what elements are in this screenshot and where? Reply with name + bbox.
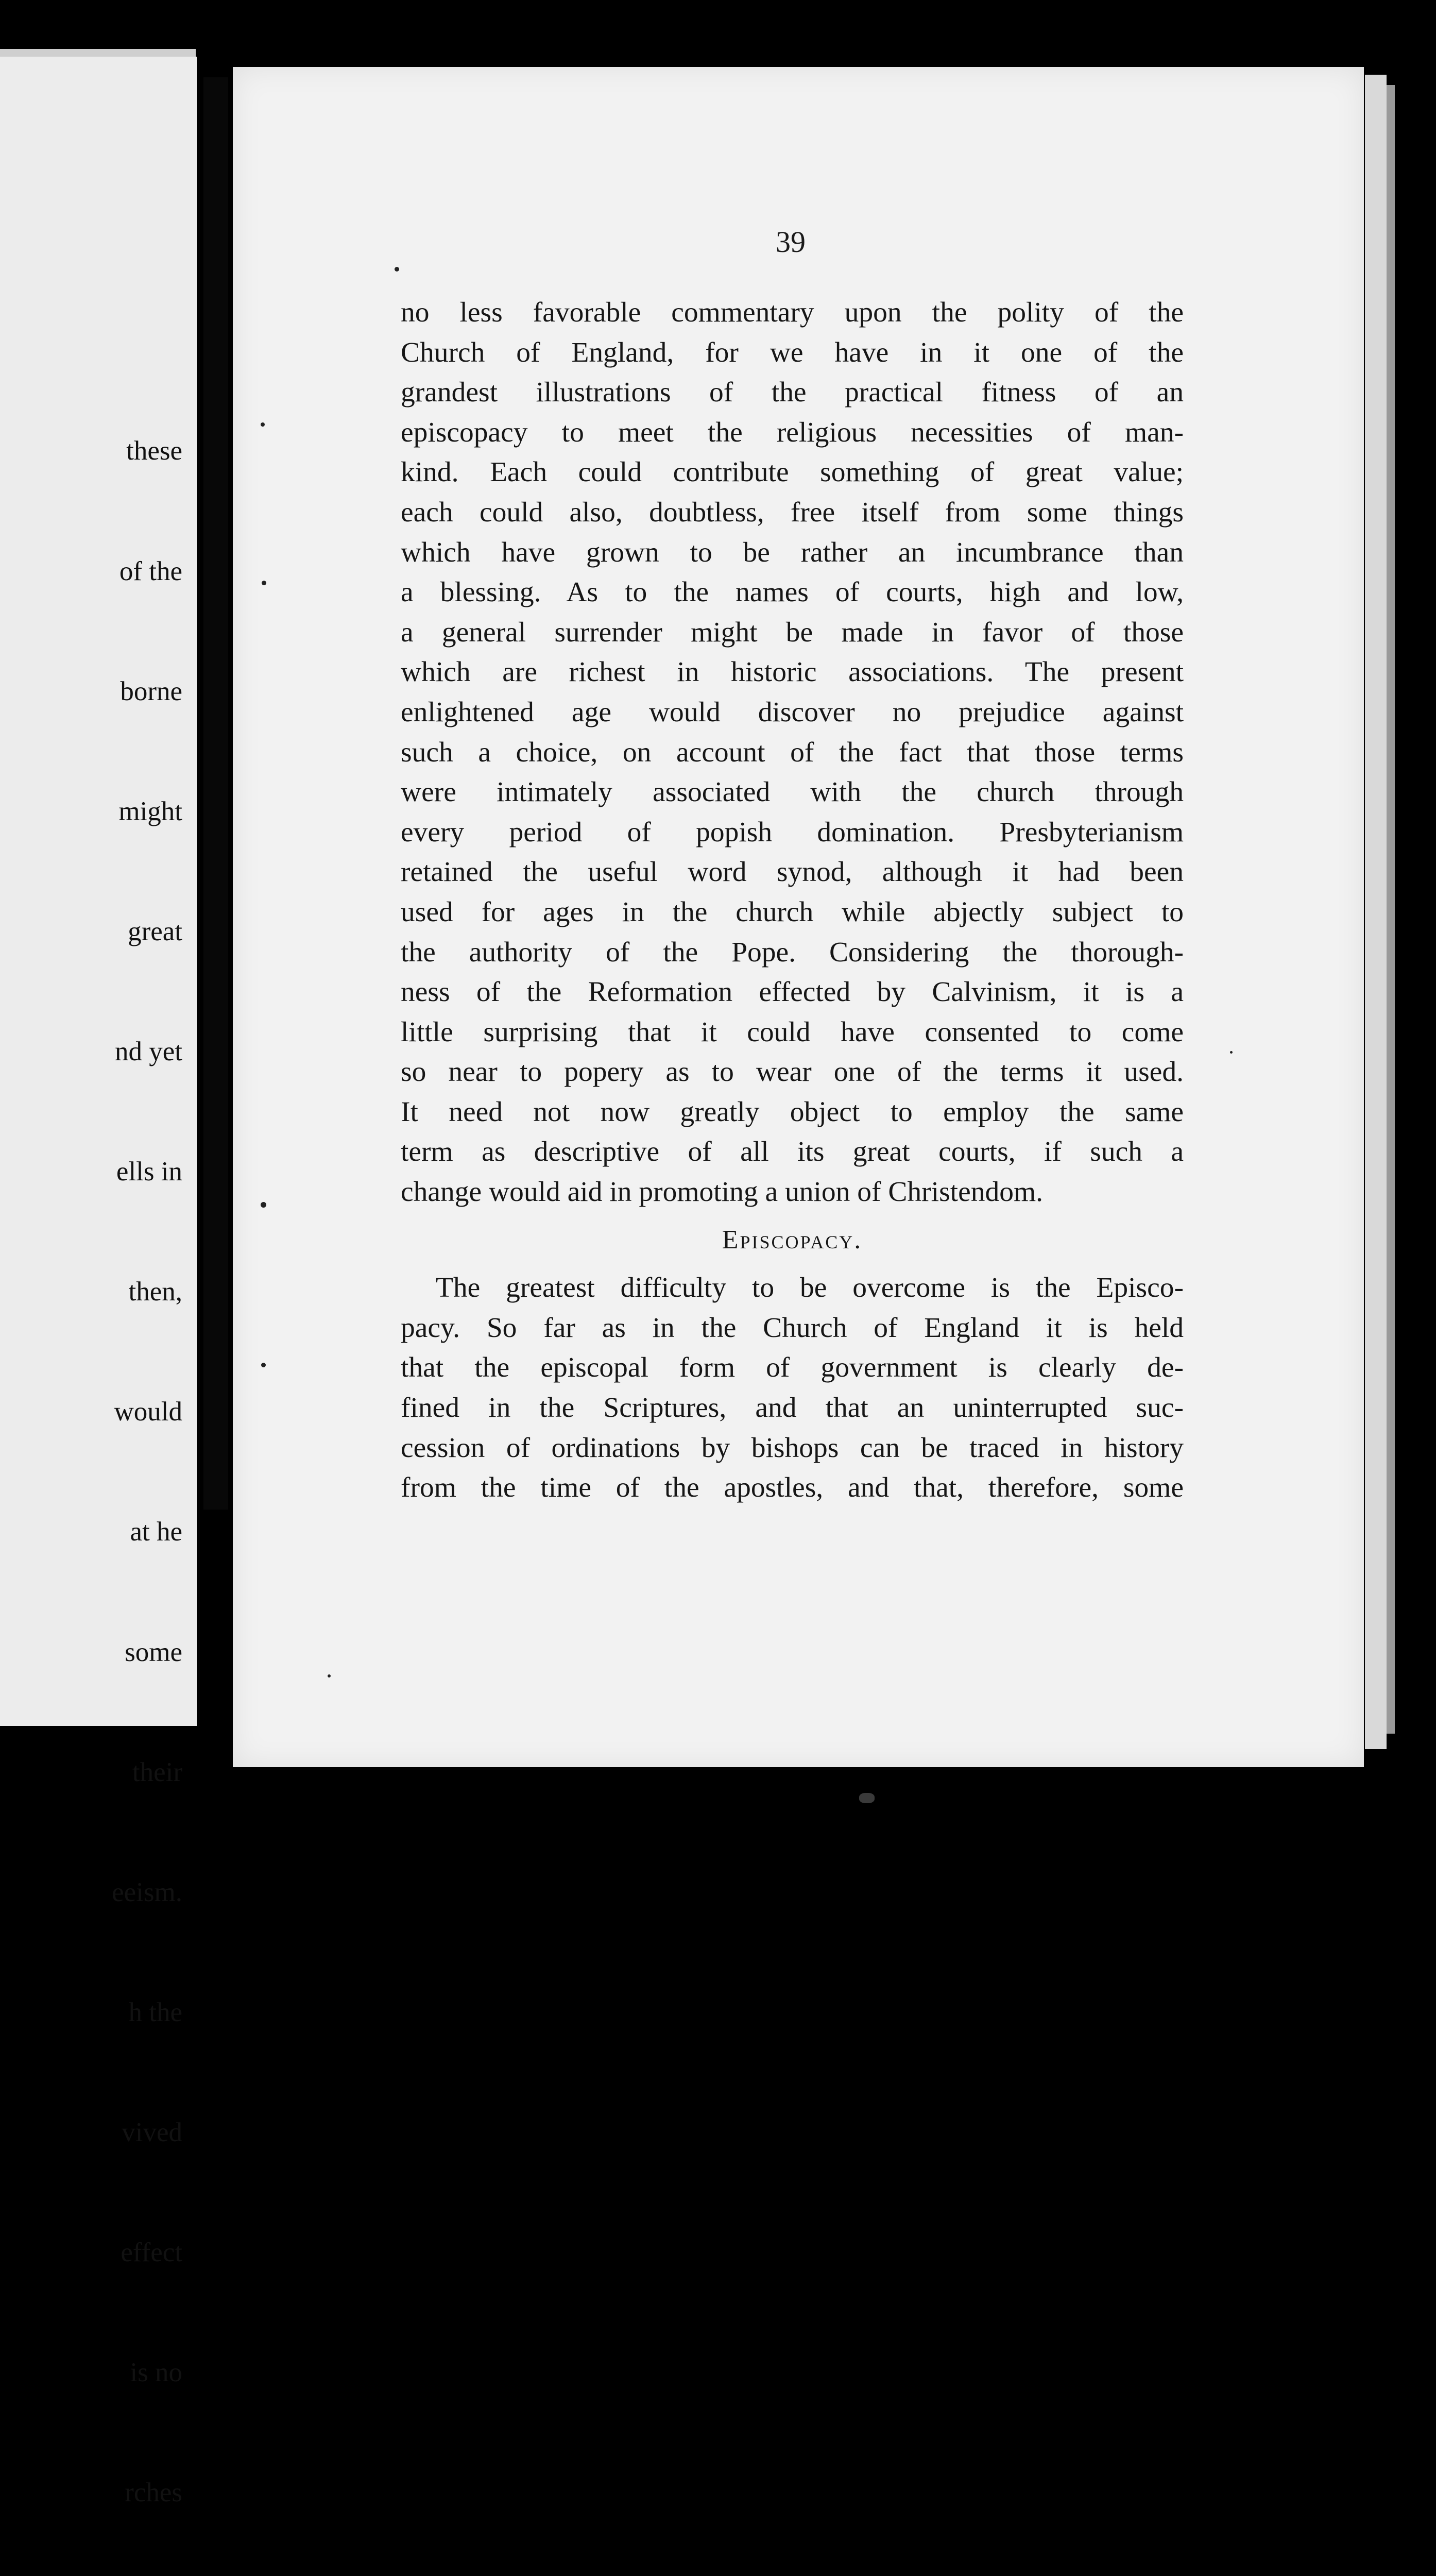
text-line: pacy. So far as in the Church of England it is held xyxy=(401,1312,1184,1344)
text-line: which have grown to be rather an incumbrance than xyxy=(401,536,1184,568)
text-line: It need not now greatly object to employ the same xyxy=(401,1096,1184,1128)
page-edge-shadow xyxy=(1365,75,1387,1749)
text-line: little surprising that it could have consented to come xyxy=(401,1016,1184,1048)
book-gutter xyxy=(203,77,228,1510)
text-line: The greatest difficulty to be overcome is the Episco- xyxy=(436,1272,1184,1304)
previous-page-line: vived xyxy=(122,2117,182,2147)
text-line: Church of England, for we have in it one of the xyxy=(401,336,1184,368)
previous-page-line: of the xyxy=(119,556,182,586)
text-line: term as descriptive of all its great courts, if such a xyxy=(401,1136,1184,1168)
previous-page-line: eeism. xyxy=(112,1877,182,1907)
text-line: kind. Each could contribute something of great value; xyxy=(401,456,1184,488)
previous-page-line: at he xyxy=(130,1517,182,1547)
text-line: which are richest in historic associations. The present xyxy=(401,656,1184,688)
text-line: fined in the Scriptures, and that an uninterrupted suc- xyxy=(401,1392,1184,1424)
scan-speck xyxy=(395,267,399,272)
text-line: a general surrender might be made in favor of those xyxy=(401,616,1184,648)
previous-page-line: might xyxy=(118,796,182,826)
text-line: that the episcopal form of government is clearly de- xyxy=(401,1352,1184,1384)
scan-speck xyxy=(262,581,266,585)
previous-page-line: borne xyxy=(120,676,182,706)
text-line: enlightened age would discover no prejudice against xyxy=(401,696,1184,728)
scan-speck xyxy=(328,1674,331,1677)
page-number: 39 xyxy=(776,225,806,259)
page-body xyxy=(401,293,1184,1508)
previous-page-line: great xyxy=(128,916,182,946)
section-heading: Episcopacy. xyxy=(722,1225,863,1255)
scan-blemish xyxy=(859,1793,875,1803)
previous-page-line: these xyxy=(126,436,182,466)
text-line: the authority of the Pope. Considering the thorough- xyxy=(401,936,1184,968)
scan-speck xyxy=(261,1363,266,1367)
text-line: every period of popish domination. Presbyterianism xyxy=(401,816,1184,848)
previous-page-line: is no xyxy=(130,2358,182,2388)
text-line: retained the useful word synod, although it had been xyxy=(401,856,1184,888)
text-line: a blessing. As to the names of courts, high and low, xyxy=(401,577,1184,608)
text-line: cession of ordinations by bishops can be traced in history xyxy=(401,1432,1184,1464)
text-line: so near to popery as to wear one of the terms it used. xyxy=(401,1056,1184,1088)
page-edge-shadow-dark xyxy=(1387,85,1395,1734)
scan-speck xyxy=(261,1202,266,1208)
text-line: were intimately associated with the church through xyxy=(401,776,1184,808)
previous-page-line: rches xyxy=(125,2478,182,2508)
scan-speck xyxy=(261,422,265,427)
text-line: no less favorable commentary upon the polity of the xyxy=(401,297,1184,328)
text-line: ness of the Reformation effected by Calvinism, it is a xyxy=(401,976,1184,1008)
previous-page-text xyxy=(112,351,182,2576)
text-line: grandest illustrations of the practical fitness of an xyxy=(401,377,1184,409)
previous-page-line: then, xyxy=(128,1277,182,1307)
previous-page-line: h the xyxy=(128,1997,182,2027)
previous-page-line: ells in xyxy=(116,1157,182,1187)
scan-speck xyxy=(1230,1051,1233,1054)
text-line: change would aid in promoting a union of Christendom. xyxy=(401,1176,1044,1208)
previous-page-line: effect xyxy=(121,2238,182,2268)
previous-page-line: some xyxy=(125,1637,182,1667)
previous-page xyxy=(0,57,197,2508)
text-line: each could also, doubtless, free itself from some things xyxy=(401,496,1184,528)
previous-page-line: would xyxy=(114,1397,182,1427)
text-line: used for ages in the church while abjectly subject to xyxy=(401,896,1184,928)
text-line: such a choice, on account of the fact that those terms xyxy=(401,736,1184,768)
text-line: episcopacy to meet the religious necessities of man- xyxy=(401,416,1184,448)
previous-page-line: nd yet xyxy=(115,1036,182,1066)
previous-page-line: their xyxy=(132,1757,182,1787)
text-line: from the time of the apostles, and that, therefore, some xyxy=(401,1472,1184,1504)
